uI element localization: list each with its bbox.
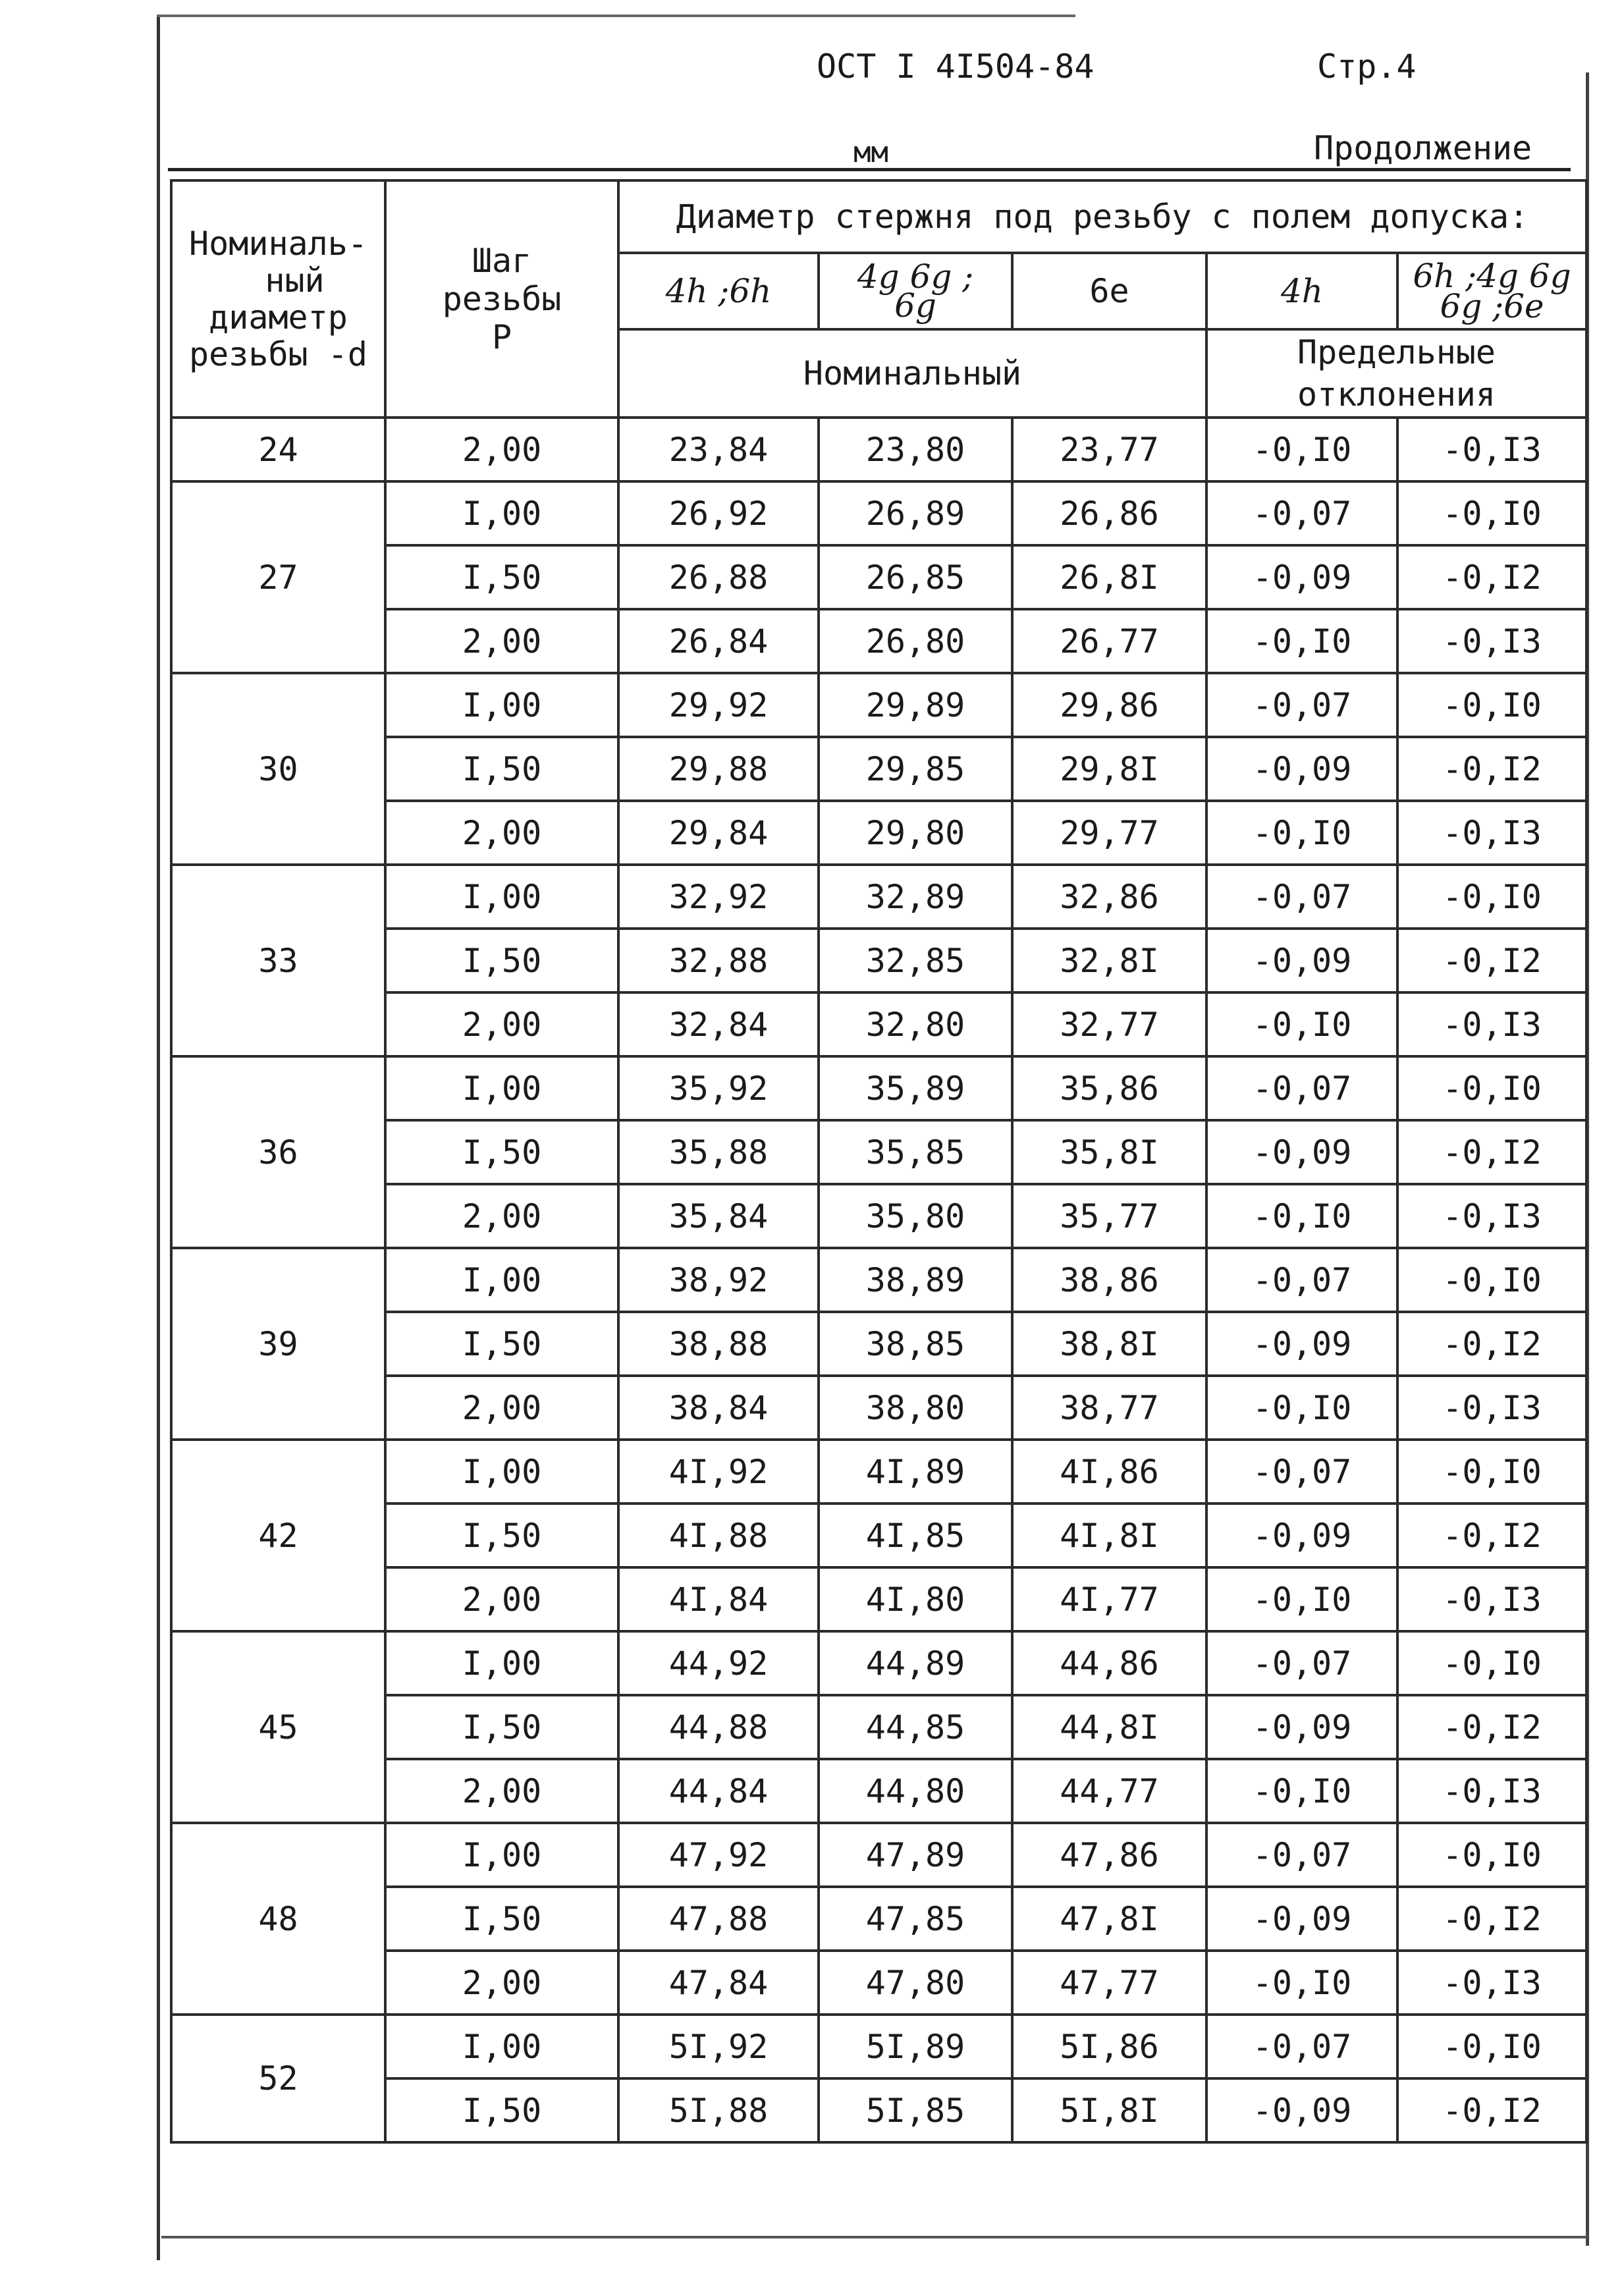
deviation-4h-cell: -0,07 xyxy=(1206,673,1397,737)
nominal-4h6h-cell: 26,92 xyxy=(618,481,819,545)
nominal-4g6g-cell: 38,85 xyxy=(819,1312,1012,1376)
nominal-6e-cell: 44,77 xyxy=(1012,1759,1206,1823)
nominal-4g6g-cell: 32,85 xyxy=(819,929,1012,992)
nominal-6e-cell: 32,8I xyxy=(1012,929,1206,992)
nominal-4g6g-cell: 32,89 xyxy=(819,865,1012,929)
nominal-4h6h-cell: 26,84 xyxy=(618,609,819,673)
nominal-diameter-cell: 36 xyxy=(171,1056,385,1248)
table-row xyxy=(171,1631,1586,1695)
pitch-cell: I,50 xyxy=(385,929,618,992)
deviation-mix-cell: -0,I2 xyxy=(1397,1504,1586,1567)
table-row xyxy=(171,1056,1586,1120)
nominal-6e-cell: 4I,86 xyxy=(1012,1440,1206,1504)
deviation-4h-cell: -0,I0 xyxy=(1206,992,1397,1056)
pitch-cell: I,50 xyxy=(385,737,618,801)
nominal-4g6g-cell: 26,80 xyxy=(819,609,1012,673)
nominal-6e-cell: 44,8I xyxy=(1012,1695,1206,1759)
nominal-diameter-cell: 30 xyxy=(171,673,385,865)
nominal-6e-cell: 35,77 xyxy=(1012,1184,1206,1248)
nominal-4h6h-cell: 4I,84 xyxy=(618,1567,819,1631)
header-tol-4h6h: 4h ;6h xyxy=(618,253,819,329)
deviation-4h-cell: -0,07 xyxy=(1206,1056,1397,1120)
nominal-4g6g-cell: 44,89 xyxy=(819,1631,1012,1695)
nominal-4h6h-cell: 32,84 xyxy=(618,992,819,1056)
table-row xyxy=(171,1823,1586,1887)
nominal-6e-cell: 38,86 xyxy=(1012,1248,1206,1312)
header-pitch: Шаг резьбы P xyxy=(385,180,618,418)
nominal-4h6h-cell: 47,88 xyxy=(618,1887,819,1951)
nominal-4h6h-cell: 23,84 xyxy=(618,418,819,481)
nominal-diameter-cell: 24 xyxy=(171,418,385,481)
nominal-6e-cell: 26,86 xyxy=(1012,481,1206,545)
nominal-6e-cell: 38,77 xyxy=(1012,1376,1206,1440)
deviation-mix-cell: -0,I2 xyxy=(1397,2078,1586,2142)
pitch-cell: I,50 xyxy=(385,1120,618,1184)
deviation-mix-cell: -0,I2 xyxy=(1397,737,1586,801)
deviation-4h-cell: -0,07 xyxy=(1206,865,1397,929)
nominal-4h6h-cell: 44,92 xyxy=(618,1631,819,1695)
pitch-cell: I,50 xyxy=(385,545,618,609)
deviation-4h-cell: -0,I0 xyxy=(1206,801,1397,865)
deviation-4h-cell: -0,09 xyxy=(1206,929,1397,992)
header-group-title: Диаметр стержня под резьбу с полем допуска: xyxy=(618,180,1586,253)
nominal-6e-cell: 4I,8I xyxy=(1012,1504,1206,1567)
nominal-diameter-cell: 27 xyxy=(171,481,385,673)
nominal-4g6g-cell: 5I,89 xyxy=(819,2015,1012,2078)
pitch-cell: 2,00 xyxy=(385,418,618,481)
nominal-4g6g-cell: 4I,85 xyxy=(819,1504,1012,1567)
nominal-6e-cell: 32,86 xyxy=(1012,865,1206,929)
nominal-4h6h-cell: 38,92 xyxy=(618,1248,819,1312)
deviation-mix-cell: -0,I3 xyxy=(1397,801,1586,865)
deviation-mix-cell: -0,I0 xyxy=(1397,2015,1586,2078)
deviation-mix-cell: -0,I0 xyxy=(1397,673,1586,737)
deviation-4h-cell: -0,07 xyxy=(1206,2015,1397,2078)
deviation-4h-cell: -0,I0 xyxy=(1206,1759,1397,1823)
pitch-cell: 2,00 xyxy=(385,1567,618,1631)
deviation-mix-cell: -0,I2 xyxy=(1397,929,1586,992)
deviation-mix-cell: -0,I3 xyxy=(1397,1184,1586,1248)
nominal-4g6g-cell: 23,80 xyxy=(819,418,1012,481)
deviation-mix-cell: -0,I3 xyxy=(1397,418,1586,481)
deviation-4h-cell: -0,07 xyxy=(1206,1248,1397,1312)
nominal-4h6h-cell: 35,88 xyxy=(618,1120,819,1184)
document-code: ОСТ I 4I504-84 xyxy=(817,47,1095,86)
pitch-cell: I,00 xyxy=(385,2015,618,2078)
nominal-4g6g-cell: 47,89 xyxy=(819,1823,1012,1887)
pitch-cell: 2,00 xyxy=(385,609,618,673)
deviation-mix-cell: -0,I3 xyxy=(1397,1951,1586,2015)
pitch-cell: I,00 xyxy=(385,1631,618,1695)
header-nominal-diameter: Номиналь- ный диаметр резьбы -d xyxy=(171,180,385,418)
deviation-mix-cell: -0,I2 xyxy=(1397,1695,1586,1759)
nominal-4g6g-cell: 35,85 xyxy=(819,1120,1012,1184)
frame-top-line xyxy=(157,14,1075,17)
deviation-4h-cell: -0,09 xyxy=(1206,1887,1397,1951)
nominal-4g6g-cell: 29,80 xyxy=(819,801,1012,865)
nominal-6e-cell: 26,8I xyxy=(1012,545,1206,609)
nominal-6e-cell: 23,77 xyxy=(1012,418,1206,481)
pitch-cell: 2,00 xyxy=(385,1184,618,1248)
table-row xyxy=(171,673,1586,737)
pitch-cell: 2,00 xyxy=(385,1376,618,1440)
deviation-mix-cell: -0,I3 xyxy=(1397,609,1586,673)
nominal-4g6g-cell: 38,80 xyxy=(819,1376,1012,1440)
nominal-4g6g-cell: 47,85 xyxy=(819,1887,1012,1951)
nominal-4h6h-cell: 44,84 xyxy=(618,1759,819,1823)
deviation-4h-cell: -0,09 xyxy=(1206,1312,1397,1376)
nominal-4g6g-cell: 5I,85 xyxy=(819,2078,1012,2142)
pitch-cell: I,00 xyxy=(385,1440,618,1504)
nominal-6e-cell: 35,86 xyxy=(1012,1056,1206,1120)
nominal-4h6h-cell: 38,84 xyxy=(618,1376,819,1440)
nominal-6e-cell: 26,77 xyxy=(1012,609,1206,673)
nominal-6e-cell: 44,86 xyxy=(1012,1631,1206,1695)
pitch-cell: I,00 xyxy=(385,481,618,545)
nominal-4g6g-cell: 4I,80 xyxy=(819,1567,1012,1631)
nominal-diameter-cell: 39 xyxy=(171,1248,385,1440)
nominal-4h6h-cell: 35,84 xyxy=(618,1184,819,1248)
nominal-6e-cell: 29,77 xyxy=(1012,801,1206,865)
pitch-cell: I,00 xyxy=(385,1248,618,1312)
continuation-label: Продолжение xyxy=(1314,129,1532,167)
header-limit-deviations: Предельные отклонения xyxy=(1206,329,1586,418)
nominal-diameter-cell: 42 xyxy=(171,1440,385,1631)
pitch-cell: I,00 xyxy=(385,673,618,737)
deviation-mix-cell: -0,I0 xyxy=(1397,1248,1586,1312)
deviation-4h-cell: -0,I0 xyxy=(1206,1376,1397,1440)
nominal-6e-cell: 5I,8I xyxy=(1012,2078,1206,2142)
nominal-4h6h-cell: 29,88 xyxy=(618,737,819,801)
pitch-cell: I,00 xyxy=(385,1823,618,1887)
pitch-cell: I,00 xyxy=(385,865,618,929)
header-tol-4g6g: 4g 6g ; 6g xyxy=(819,253,1012,329)
nominal-4h6h-cell: 29,84 xyxy=(618,801,819,865)
header-tol-mix: 6h ;4g 6g 6g ;6e xyxy=(1397,253,1586,329)
nominal-diameter-cell: 45 xyxy=(171,1631,385,1823)
nominal-diameter-cell: 33 xyxy=(171,865,385,1056)
pitch-cell: 2,00 xyxy=(385,992,618,1056)
nominal-4g6g-cell: 26,85 xyxy=(819,545,1012,609)
deviation-mix-cell: -0,I0 xyxy=(1397,1631,1586,1695)
nominal-diameter-cell: 52 xyxy=(171,2015,385,2142)
deviation-mix-cell: -0,I0 xyxy=(1397,1056,1586,1120)
deviation-4h-cell: -0,09 xyxy=(1206,545,1397,609)
deviation-4h-cell: -0,07 xyxy=(1206,1823,1397,1887)
pitch-cell: I,50 xyxy=(385,1695,618,1759)
nominal-6e-cell: 35,8I xyxy=(1012,1120,1206,1184)
pitch-cell: I,50 xyxy=(385,1887,618,1951)
deviation-4h-cell: -0,07 xyxy=(1206,481,1397,545)
pitch-cell: 2,00 xyxy=(385,1759,618,1823)
nominal-4g6g-cell: 35,89 xyxy=(819,1056,1012,1120)
nominal-4h6h-cell: 4I,88 xyxy=(618,1504,819,1567)
thread-diameter-table xyxy=(170,179,1588,2144)
header-nominal: Номинальный xyxy=(618,329,1206,418)
deviation-4h-cell: -0,I0 xyxy=(1206,609,1397,673)
table-row xyxy=(171,1248,1586,1312)
deviation-4h-cell: -0,I0 xyxy=(1206,1951,1397,2015)
deviation-4h-cell: -0,I0 xyxy=(1206,418,1397,481)
nominal-6e-cell: 29,86 xyxy=(1012,673,1206,737)
nominal-6e-cell: 47,77 xyxy=(1012,1951,1206,2015)
pitch-cell: I,50 xyxy=(385,1504,618,1567)
pitch-cell: I,00 xyxy=(385,1056,618,1120)
nominal-4g6g-cell: 35,80 xyxy=(819,1184,1012,1248)
deviation-mix-cell: -0,I3 xyxy=(1397,1759,1586,1823)
nominal-4h6h-cell: 44,88 xyxy=(618,1695,819,1759)
nominal-4h6h-cell: 29,92 xyxy=(618,673,819,737)
nominal-4h6h-cell: 35,92 xyxy=(618,1056,819,1120)
pitch-cell: 2,00 xyxy=(385,801,618,865)
deviation-mix-cell: -0,I0 xyxy=(1397,1823,1586,1887)
nominal-6e-cell: 47,8I xyxy=(1012,1887,1206,1951)
deviation-4h-cell: -0,09 xyxy=(1206,1504,1397,1567)
nominal-4h6h-cell: 4I,92 xyxy=(618,1440,819,1504)
deviation-mix-cell: -0,I3 xyxy=(1397,1376,1586,1440)
nominal-4g6g-cell: 38,89 xyxy=(819,1248,1012,1312)
nominal-4h6h-cell: 5I,88 xyxy=(618,2078,819,2142)
deviation-4h-cell: -0,09 xyxy=(1206,1695,1397,1759)
deviation-4h-cell: -0,07 xyxy=(1206,1631,1397,1695)
table-row xyxy=(171,865,1586,929)
nominal-4h6h-cell: 32,92 xyxy=(618,865,819,929)
deviation-4h-cell: -0,09 xyxy=(1206,2078,1397,2142)
nominal-4g6g-cell: 47,80 xyxy=(819,1951,1012,2015)
nominal-4h6h-cell: 26,88 xyxy=(618,545,819,609)
unit-label: мм xyxy=(853,136,888,169)
header-tol-6e: 6e xyxy=(1012,253,1206,329)
deviation-4h-cell: -0,I0 xyxy=(1206,1567,1397,1631)
deviation-mix-cell: -0,I0 xyxy=(1397,1440,1586,1504)
nominal-4h6h-cell: 38,88 xyxy=(618,1312,819,1376)
nominal-4h6h-cell: 47,92 xyxy=(618,1823,819,1887)
deviation-mix-cell: -0,I2 xyxy=(1397,1312,1586,1376)
pitch-cell: I,50 xyxy=(385,1312,618,1376)
page-number: Стр.4 xyxy=(1317,47,1417,86)
nominal-6e-cell: 38,8I xyxy=(1012,1312,1206,1376)
frame-left-line xyxy=(157,14,160,2260)
header-tol-4h: 4h xyxy=(1206,253,1397,329)
table-row xyxy=(171,481,1586,545)
nominal-6e-cell: 29,8I xyxy=(1012,737,1206,801)
deviation-mix-cell: -0,I3 xyxy=(1397,1567,1586,1631)
nominal-4g6g-cell: 26,89 xyxy=(819,481,1012,545)
deviation-mix-cell: -0,I3 xyxy=(1397,992,1586,1056)
deviation-mix-cell: -0,I0 xyxy=(1397,865,1586,929)
deviation-mix-cell: -0,I2 xyxy=(1397,1887,1586,1951)
table-row xyxy=(171,418,1586,481)
frame-bottom-line xyxy=(161,2236,1587,2238)
nominal-4g6g-cell: 29,89 xyxy=(819,673,1012,737)
nominal-4h6h-cell: 5I,92 xyxy=(618,2015,819,2078)
deviation-4h-cell: -0,09 xyxy=(1206,737,1397,801)
nominal-6e-cell: 5I,86 xyxy=(1012,2015,1206,2078)
pitch-cell: I,50 xyxy=(385,2078,618,2142)
deviation-mix-cell: -0,I2 xyxy=(1397,545,1586,609)
table-row xyxy=(171,2015,1586,2078)
nominal-4g6g-cell: 44,85 xyxy=(819,1695,1012,1759)
table-row xyxy=(171,1440,1586,1504)
nominal-4g6g-cell: 4I,89 xyxy=(819,1440,1012,1504)
nominal-4g6g-cell: 29,85 xyxy=(819,737,1012,801)
nominal-6e-cell: 4I,77 xyxy=(1012,1567,1206,1631)
deviation-4h-cell: -0,I0 xyxy=(1206,1184,1397,1248)
nominal-4g6g-cell: 32,80 xyxy=(819,992,1012,1056)
nominal-6e-cell: 32,77 xyxy=(1012,992,1206,1056)
deviation-4h-cell: -0,09 xyxy=(1206,1120,1397,1184)
nominal-4g6g-cell: 44,80 xyxy=(819,1759,1012,1823)
nominal-diameter-cell: 48 xyxy=(171,1823,385,2015)
nominal-6e-cell: 47,86 xyxy=(1012,1823,1206,1887)
pitch-cell: 2,00 xyxy=(385,1951,618,2015)
deviation-mix-cell: -0,I0 xyxy=(1397,481,1586,545)
nominal-4h6h-cell: 32,88 xyxy=(618,929,819,992)
nominal-4h6h-cell: 47,84 xyxy=(618,1951,819,2015)
deviation-4h-cell: -0,07 xyxy=(1206,1440,1397,1504)
deviation-mix-cell: -0,I2 xyxy=(1397,1120,1586,1184)
